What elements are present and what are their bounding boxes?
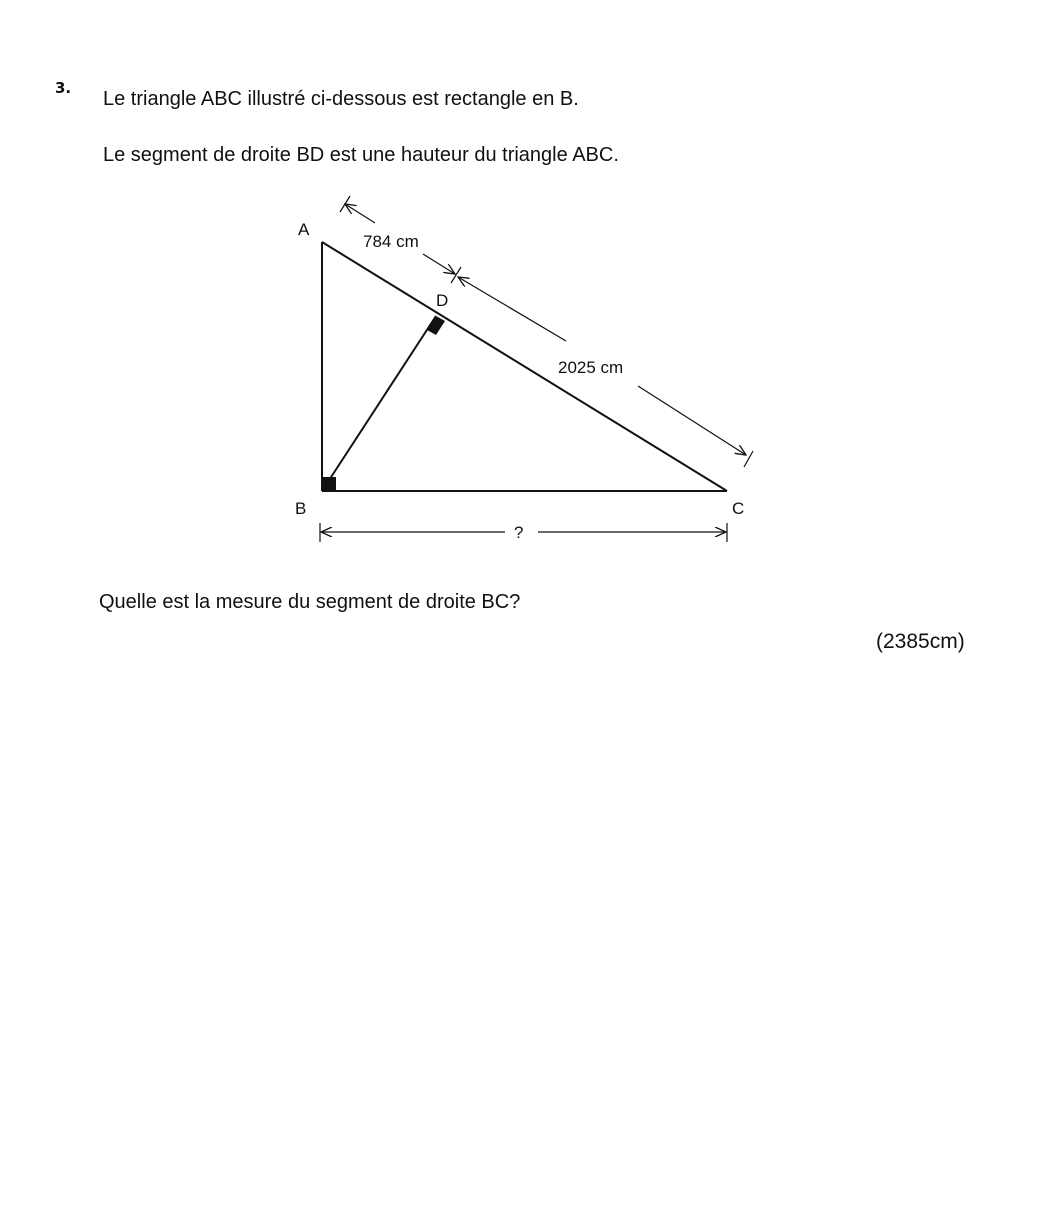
dimension-label-dc: 2025 cm (558, 358, 624, 377)
altitude-bd (322, 316, 436, 491)
right-angle-marker-b (322, 477, 336, 491)
question-number: 3. (55, 79, 72, 97)
question-text: Quelle est la mesure du segment de droite BC? (99, 591, 521, 613)
side-ac (322, 242, 727, 491)
dimension-label-ad: 784 cm (363, 232, 419, 251)
dimension-arrow-dc-end (638, 386, 746, 455)
point-label-a: A (298, 220, 310, 239)
dimension-tick-c (744, 451, 753, 467)
answer-text: (2385cm) (876, 630, 965, 653)
statement-altitude: Le segment de droite BD est une hauteur du triangle ABC. (103, 144, 619, 166)
point-label-c: C (732, 499, 745, 518)
statement-right-triangle: Le triangle ABC illustré ci-dessous est rectangle en B. (103, 88, 579, 110)
point-label-b: B (295, 499, 307, 518)
dimension-arrow-dc-start (458, 277, 566, 341)
dimension-arrow-ad-start (345, 204, 375, 223)
dimension-tick-d (451, 267, 461, 283)
point-label-d: D (436, 291, 449, 310)
dimension-label-bc: ? (514, 523, 524, 542)
dimension-arrow-ad-end (423, 254, 455, 274)
